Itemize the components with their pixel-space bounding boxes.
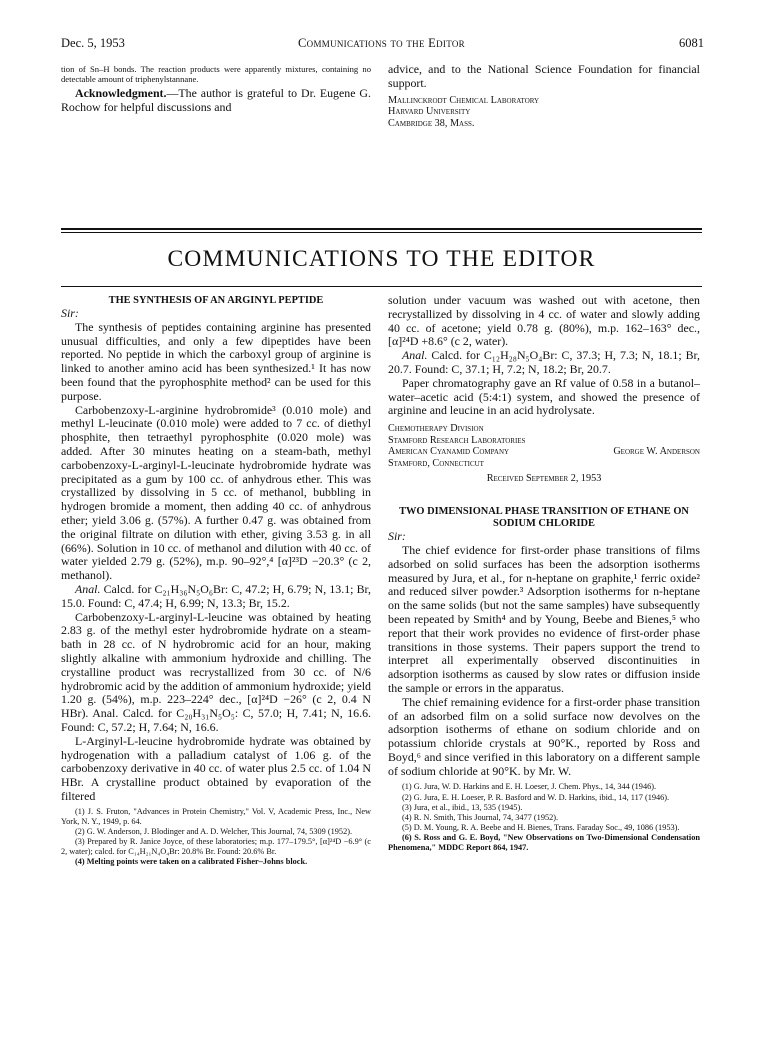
article-affiliation (388, 423, 700, 484)
previous-article-left (61, 64, 371, 115)
article-title: THE SYNTHESIS OF AN ARGINYL PEPTIDE (108, 295, 324, 306)
affiliation-company: American Cyanamid Company (388, 446, 510, 458)
paragraph: The chief remaining evidence for a first-order phase transition of an adsorbed film on a solid surface now devolves on the adsorption isotherms of ethane on sodium chloride and on potassium chloride crystals at 90°K., reported by Ross and Boyd,⁶ and since verified in this laboratory on a different sample of sodium chloride at 90°K. by Mr. W. (388, 694, 700, 778)
anal-text: Calcd. for C₂₁H₃₆N₅O₆Br: C, 47.2; H, 6.79; N, 13.1; Br, 15.0. Found: C, 47.4; H, 6.99; N, 13.3; Br, 15.2. (61, 581, 371, 610)
header-journal: Communications to the Editor (298, 36, 465, 50)
anal-text: Calcd. for C₁₂H₂₈N₅O₄Br: C, 37.3; H, 7.3; N, 18.1; Br, 20.7. Found: C, 37.1; H, 7.2; N, 18.2; Br, 20.7. (388, 348, 700, 376)
article-title: TWO DIMENSIONAL PHASE TRANSITION OF ETHANE ON SODIUM CHLORIDE (399, 506, 689, 530)
affiliation-lab: Stamford Research Laboratories (388, 434, 526, 446)
affiliation-division: Chemotherapy Division (388, 423, 484, 435)
previous-article-affiliation (388, 95, 700, 130)
affiliation-lab: Mallinckrodt Chemical Laboratory (388, 94, 540, 106)
section-rule-top (61, 228, 702, 230)
paragraph: The synthesis of peptides containing arginine has presented unusual difficulties, and only a few dipeptides have been reported. No peptide in which the carboxyl group of arginine is linked to another amino acid has been synthesized.¹ It has now been found that the pyrophosphite method² can be used for this purpose. (61, 319, 371, 403)
affiliation-city: Cambridge 38, Mass. (388, 117, 475, 129)
right-column (388, 294, 700, 853)
header-date: Dec. 5, 1953 (61, 36, 125, 50)
article-arginyl-peptide (61, 295, 371, 867)
footnote: (2) G. Jura, E. H. Loeser, P. R. Basford and W. D. Harkins, ibid., 14, 117 (1946). (402, 792, 670, 802)
previous-article-right (388, 63, 700, 129)
footnote: (5) D. M. Young, R. A. Beebe and H. Bienes, Trans. Faraday Soc., 49, 1086 (1953). (402, 822, 680, 832)
paragraph: Carbobenzoxy-L-arginyl-L-leucine was obtained by heating 2.83 g. of the methyl ester hydrobromide hydrate on a steam-bath in 28 cc. of N hydrobromic acid for an hour, making slightly alkaline with ammonium hydroxide and chilling. The crystalline product was recrystallized from 30 cc. of N/6 hydrobromic acid by the addition of ammonium hydroxide; yield 1.20 g. (54%), m.p. 223–224° dec., [α]²⁴D −26° (c 2, 0.4 N HBr). Anal. Calcd. for C₂₀H₃₁N₅O₅: C, 57.0; H, 7.41; N, 16.6. Found: C, 57.2; H, 7.64; N, 16.6. (61, 609, 371, 734)
footnote: (4) R. N. Smith, This Journal, 74, 3477 (1952). (402, 812, 559, 822)
paragraph: The chief evidence for first-order phase transitions of films adsorbed on solid surfaces has been the adsorption isotherms measured by Jura, et al., for n-heptane on graphite,¹ ferric oxide² and reduced silver powder.³ Adsorption isotherms for n-heptane on the same solids (but not the same samples) have subsequently been repeated by Smith⁴ and by Young, Beebe and Bienes,⁵ who report that their work provides no evidence of first-order phase transitions in those systems. Their papers support the trend to interpret all experimentally observed discontinuities in adsorption isotherms as caused by slow rates or diffusion inside the sample or errors in the apparatus. (388, 542, 700, 695)
affiliation-university: Harvard University (388, 106, 471, 118)
section-rule-bottom (61, 286, 702, 287)
paragraph: solution under vacuum was washed out with acetone, then recrystallized by dissolving in 4 cc. of water and slowly adding 40 cc. of acetone; yield 0.78 g. (80%), m.p. 162–163° dec., [α]²⁴D +8.6° (c 2, water). (388, 293, 700, 349)
paragraph: L-Arginyl-L-leucine hydrobromide hydrate was obtained by hydrogenation with a palladium catalyst of 1.06 g. of the carbobenzoxy derivative in 40 cc. of water plus 2.5 cc. of 1.04 N HBr. A crystalline product obtained by evaporation of the filtered (61, 733, 371, 803)
footnotes (388, 782, 700, 853)
paragraph: Carbobenzoxy-L-arginine hydrobromide³ (0.010 mole) and methyl L-leucinate (0.010 mole) were added to 7 cc. of diethyl phosphite, then tetraethyl pyrophosphite (0.020 mole) was added. After 30 minutes heating on a steam-bath, methyl carbobenzoxy-L-arginyl-L-leucinate hydrobromide hydrate was precipitated as a gum by 100 cc. of anhydrous ether. This was crystallized by dissolving in 5 cc. of methanol, bubbling in hydrogen bromide a moment, then adding 40 cc. of anhydrous ether; yield 3.06 g. (57%). A further 0.47 g. was obtained from the original filtrate on dilution with ether, giving 3.53 g. in all (66%). Solution in 10 cc. of methanol and dilution with 40 cc. of water yielded 2.79 g. (52%), m.p. 90–92°,⁴ [α]²³D −20.3° (c 2, methanol). (61, 402, 371, 583)
footnote: (6) S. Ross and G. E. Boyd, "New Observations on Two-Dimensional Condensation Phenomena," MDDC Report 864, 1947. (388, 832, 700, 853)
section-title: COMMUNICATIONS TO THE EDITOR (167, 246, 596, 272)
salutation: Sir: (61, 306, 79, 320)
footnote: (3) Jura, et al., ibid., 13, 535 (1945). (402, 802, 523, 812)
acknowledgment-text: —The author is grateful to Dr. Eugene G. Rochow for helpful discussions and (61, 86, 371, 115)
header-page-number: 6081 (679, 36, 704, 50)
acknowledgment-label: Acknowledgment. (75, 86, 167, 101)
received-date: Received September 2, 1953 (486, 472, 602, 484)
footnote: (3) Prepared by R. Janice Joyce, of these laboratories; m.p. 177–179.5°, [α]²⁴D −6.9° (c 2, water); calcd. for C₁₄H₂₁N₄O₄Br: 20.8% Br. Found: 20.6% Br. (61, 836, 371, 857)
footnote: (1) J. S. Fruton, "Advances in Protein Chemistry," Vol. V, Academic Press, Inc., New York, N. Y., 1949, p. 64. (61, 806, 371, 826)
acknowledgment-continuation: advice, and to the National Science Foundation for financial support. (388, 62, 700, 90)
salutation: Sir: (388, 529, 406, 544)
footnote: (1) G. Jura, W. D. Harkins and E. H. Loeser, J. Chem. Phys., 14, 344 (1946). (402, 782, 657, 792)
section-rule-top-thin (61, 232, 702, 233)
footnotes (61, 807, 371, 868)
anal-label: Anal. (75, 581, 101, 596)
affiliation-company-line (388, 446, 700, 458)
analysis-paragraph (61, 583, 371, 611)
acknowledgment-paragraph (61, 87, 371, 115)
author-name: George W. Anderson (613, 446, 700, 458)
paragraph: Paper chromatography gave an Rf value of 0.58 in a butanol–water–acetic acid (5:4:1) system, and showed the presence of arginine and leucine in an acid hydrolysate. (388, 375, 700, 418)
analysis-paragraph (388, 349, 700, 377)
affiliation-city: Stamford, Connecticut (388, 457, 484, 469)
previous-article-fragment: tion of Sn–H bonds. The reaction products were apparently mixtures, containing no detectable amount of triphenylstannane. (61, 64, 371, 85)
footnote: (4) Melting points were taken on a calibrated Fisher–Johns block. (75, 857, 308, 867)
anal-label: Anal. (402, 348, 428, 363)
footnote: (2) G. W. Anderson, J. Blodinger and A. D. Welcher, This Journal, 74, 5309 (1952). (75, 826, 353, 836)
